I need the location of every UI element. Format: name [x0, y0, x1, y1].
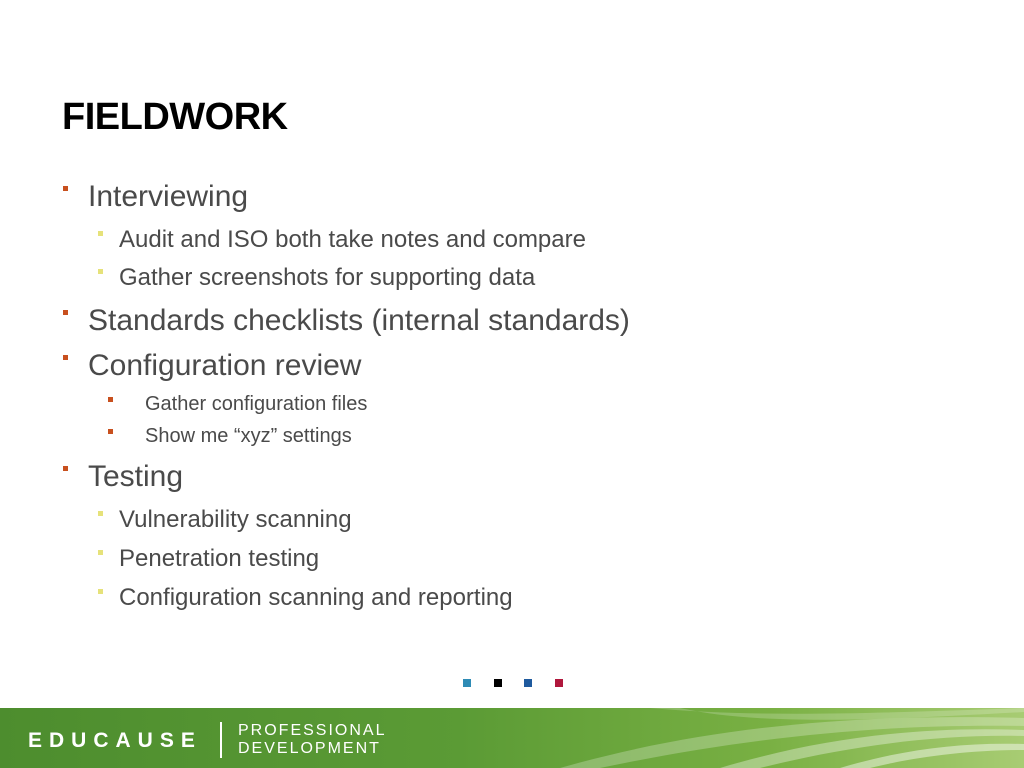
square-icon-navy: [524, 679, 532, 687]
list-item-label: Configuration review: [88, 349, 362, 382]
list-item-label: Show me “xyz” settings: [145, 425, 352, 447]
bullet-icon: [98, 589, 103, 594]
bullet-icon: [98, 269, 103, 274]
bullet-icon: [98, 511, 103, 516]
bullet-icon: [108, 397, 113, 402]
bullet-icon: [98, 550, 103, 555]
list-item-label: Audit and ISO both take notes and compare: [119, 226, 586, 253]
brand-logo: EDUCAUSE: [28, 729, 202, 752]
bullet-icon: [108, 429, 113, 434]
list-item-label: Gather screenshots for supporting data: [119, 264, 536, 291]
list-item-label: Interviewing: [88, 180, 249, 213]
square-icon-black: [494, 679, 502, 687]
list-item-label: Penetration testing: [119, 545, 320, 572]
list-item-label: Vulnerability scanning: [119, 506, 352, 533]
slide-title: FIELDWORK: [62, 96, 288, 138]
logo-line-development: DEVELOPMENT: [238, 740, 381, 757]
list-item-label: Configuration scanning and reporting: [119, 584, 513, 611]
logo-divider: [220, 722, 222, 758]
list-item-label: Testing: [88, 460, 184, 493]
square-icon-blue: [463, 679, 471, 687]
square-icon-crimson: [555, 679, 563, 687]
bullet-icon: [63, 186, 68, 191]
bullet-icon: [63, 355, 68, 360]
footer-banner: [0, 708, 1024, 768]
bullet-icon: [63, 466, 68, 471]
list-item-label: Standards checklists (internal standards): [88, 304, 630, 337]
list-item-label: Gather configuration files: [145, 393, 368, 415]
logo-line-professional: PROFESSIONAL: [238, 722, 387, 739]
bullet-icon: [98, 231, 103, 236]
bullet-icon: [63, 310, 68, 315]
